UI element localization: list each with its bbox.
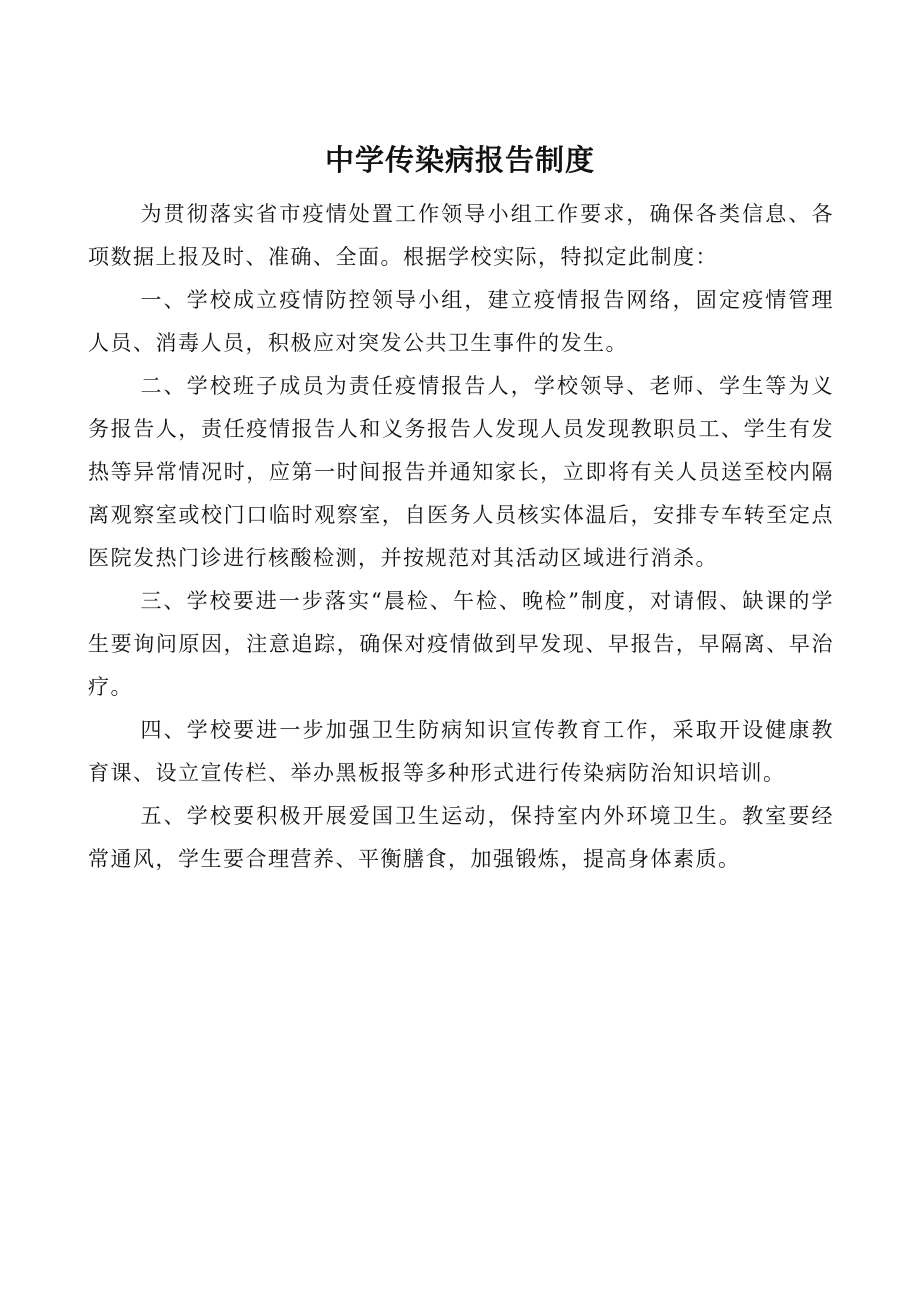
paragraph-item-2: 二、学校班子成员为责任疫情报告人，学校领导、老师、学生等为义务报告人，责任疫情报告人和义务报告人发现人员发现教职员工、学生有发热等异常情况时，应第一时间报告并通知家长，立即将有关人员送至校内隔离观察室或校门口临时观察室，自医务人员核实体温后，安排专车转至定点医院发热门诊进行核酸检测，并按规范对其活动区域进行消杀。	[88, 374, 834, 570]
paragraph-item-3: 三、学校要进一步落实“晨检、午检、晚检”制度，对请假、缺课的学生要询问原因，注意追踪，确保对疫情做到早发现、早报告，早隔离、早治疗。	[88, 589, 834, 699]
paragraph-item-1: 一、学校成立疫情防控领导小组，建立疫情报告网络，固定疫情管理人员、消毒人员，积极应对突发公共卫生事件的发生。	[88, 288, 834, 355]
paragraph-intro: 为贯彻落实省市疫情处置工作领导小组工作要求，确保各类信息、各项数据上报及时、准确、全面。根据学校实际，特拟定此制度：	[88, 202, 834, 269]
paragraph-item-5: 五、学校要积极开展爱国卫生运动，保持室内外环境卫生。教室要经常通风，学生要合理营养、平衡膳食，加强锻炼，提高身体素质。	[88, 804, 834, 871]
document-body	[88, 193, 834, 881]
document-title: 中学传染病报告制度	[324, 143, 595, 177]
paragraph-item-4: 四、学校要进一步加强卫生防病知识宣传教育工作，采取开设健康教育课、设立宣传栏、举办黑板报等多种形式进行传染病防治知识培训。	[88, 718, 834, 785]
